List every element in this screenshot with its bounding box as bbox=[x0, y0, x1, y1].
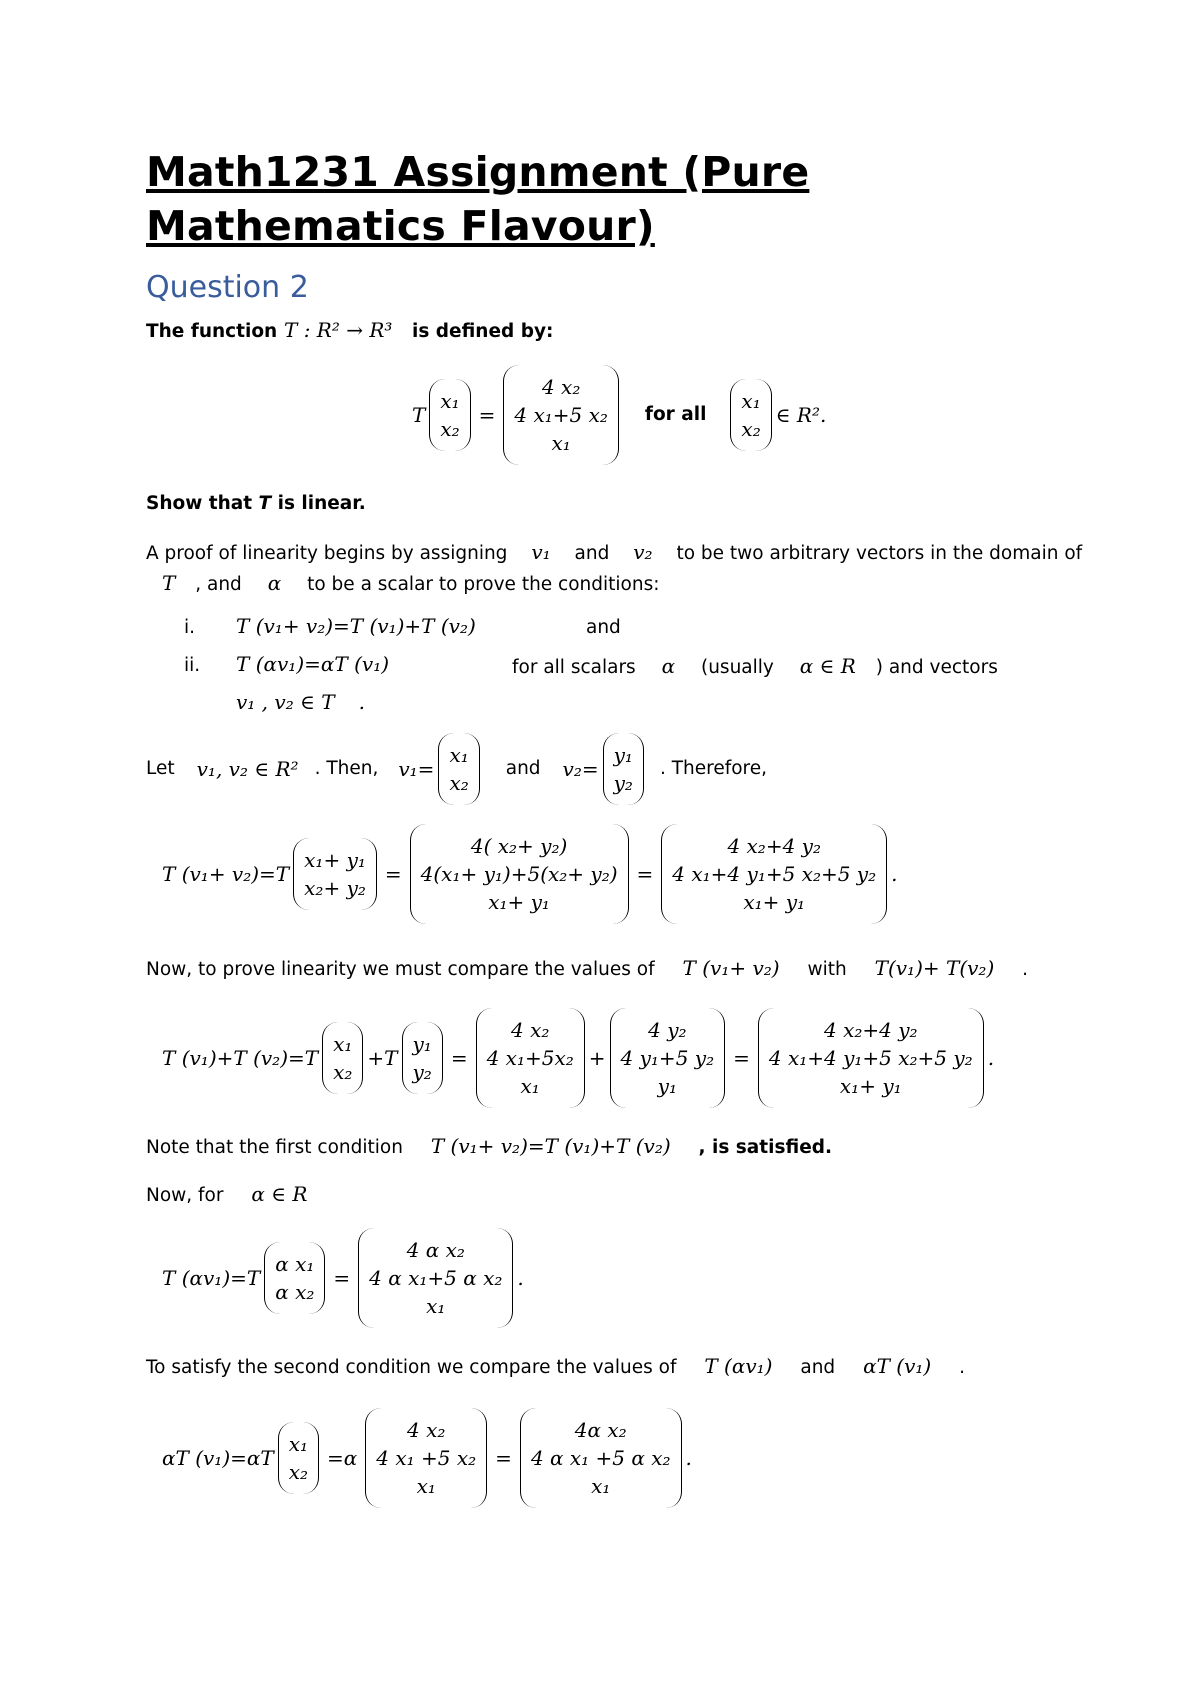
intro-map: T : R² → R³ bbox=[284, 318, 393, 342]
condition-ii-label: ii. bbox=[184, 655, 201, 676]
vector-v1: x₁ x₂ bbox=[438, 733, 479, 805]
equation-sum-separate: T (v₁)+T (v₂)=T x₁ x₂ +T y₁ y₂ = 4 x₂ 4 x₁+5x₂ x₁ + 4 y₂ 4 y₁+5 y₂ y₁ = 4 x₂+4 y₂ 4 x₁+4 y₁+5 x₂+5 y₂ x₁+ y₁ . bbox=[162, 1008, 994, 1108]
condition-ii-text: for all scalars α (usually α ∈ R ) and vectors bbox=[512, 654, 998, 678]
condition-ii-math: T (αv₁)=αT (v₁) bbox=[236, 652, 390, 676]
note-line: Note that the first condition T (v₁+ v₂)=T (v₁)+T (v₂) , is satisfied. bbox=[146, 1134, 833, 1158]
proof-intro-line2: T , and α to be a scalar to prove the conditions: bbox=[162, 571, 660, 595]
vector-v2: y₁ y₂ bbox=[603, 733, 644, 805]
equation-scalar: T (αv₁)=T α x₁ α x₂ = 4 α x₂ 4 α x₁+5 α x₂ x₁ . bbox=[162, 1228, 524, 1328]
now-for-line: Now, for α ∈ R bbox=[146, 1182, 308, 1206]
condition-i-math: T (v₁+ v₂)=T (v₁)+T (v₂) bbox=[236, 614, 476, 638]
show-linear-statement: Show that T is linear. bbox=[146, 493, 366, 514]
equation-scalar-outside: αT (v₁)=αT x₁ x₂ =α 4 x₂ 4 x₁ +5 x₂ x₁ = 4α x₂ 4 α x₁ +5 α x₂ x₁ . bbox=[162, 1408, 692, 1508]
definition-domain-vector: x₁ x₂ bbox=[730, 379, 771, 451]
condition-i-and: and bbox=[586, 617, 621, 638]
equation-sum-expansion: T (v₁+ v₂)=T x₁+ y₁ x₂+ y₂ = 4( x₂+ y₂) 4(x₁+ y₁)+5(x₂+ y₂) x₁+ y₁ = 4 x₂+4 y₂ 4 x₁+4 y₁+5 x₂+5 y₂ x₁+ y₁ . bbox=[162, 824, 897, 924]
satisfy-line: To satisfy the second condition we compare the values of T (αv₁) and αT (v₁) . bbox=[146, 1354, 965, 1378]
definition-input-vector: x₁ x₂ bbox=[429, 379, 470, 451]
document-title: Math1231 Assignment (Pure Mathematics Flavour) bbox=[146, 148, 810, 250]
definition-output-vector: 4 x₂ 4 x₁+5 x₂ x₁ bbox=[503, 365, 619, 465]
proof-intro-line1: A proof of linearity begins by assigning v₁ and v₂ to be two arbitrary vectors in the domain of bbox=[146, 540, 1083, 564]
let-line: Let v₁, v₂ ∈ R² . Then, v₁= x₁ x₂ and v₂= y₁ y₂ . Therefore, bbox=[146, 733, 767, 805]
condition-i-label: i. bbox=[184, 617, 196, 638]
intro-prefix: The function bbox=[146, 321, 278, 342]
intro-suffix: is defined by: bbox=[412, 321, 554, 342]
definition-equation: T x₁ x₂ = 4 x₂ 4 x₁+5 x₂ x₁ for all x₁ x₂ ∈ R². bbox=[412, 365, 826, 465]
question-heading: Question 2 bbox=[146, 270, 309, 305]
compare-line: Now, to prove linearity we must compare the values of T (v₁+ v₂) with T(v₁)+ T(v₂) . bbox=[146, 956, 1029, 980]
condition-ii-vectors: v₁ , v₂ ∈ T . bbox=[236, 690, 365, 714]
